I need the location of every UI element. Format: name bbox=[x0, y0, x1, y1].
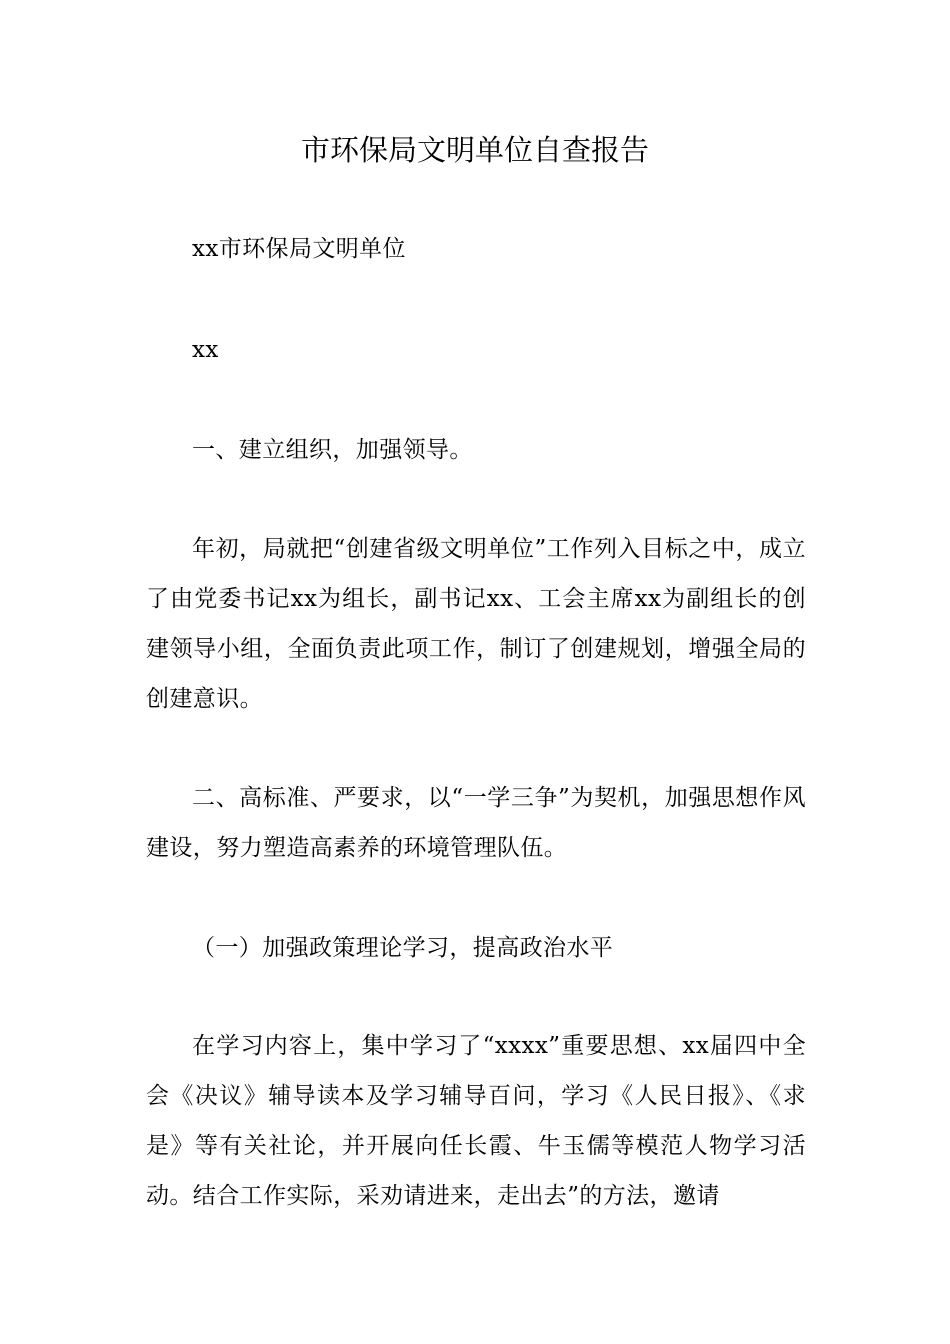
section-2-heading: 二、高标准、严要求，以“一学三争”为契机，加强思想作风建设，努力塑造高素养的环境管理队伍。 bbox=[146, 785, 806, 861]
document-subtitle: xx市环保局文明单位 bbox=[192, 236, 406, 262]
subsection-1-body: 在学习内容上，集中学习了“xxxx”重要思想、xx届四中全会《决议》辅导读本及学习辅导百问，学习《人民日报》、《求是》等有关社论，并开展向任长霞、牛玉儒等模范人物学习活动。结合工作实际，采劝请进来，走出去”的方法，邀请 bbox=[146, 1033, 806, 1209]
section-1-body: 年初，局就把“创建省级文明单位”工作列入目标之中，成立了由党委书记xx为组长，副书记xx、工会主席xx为副组长的创建领导小组，全面负责此项工作，制订了创建规划，增强全局的创建意识。 bbox=[146, 536, 806, 712]
document-author: xx bbox=[192, 337, 219, 363]
section-1-heading: 一、建立组织，加强领导。 bbox=[192, 437, 473, 463]
subsection-1-heading: （一）加强政策理论学习，提高政治水平 bbox=[192, 935, 614, 961]
document-title: 市环保局文明单位自查报告 bbox=[300, 133, 649, 167]
